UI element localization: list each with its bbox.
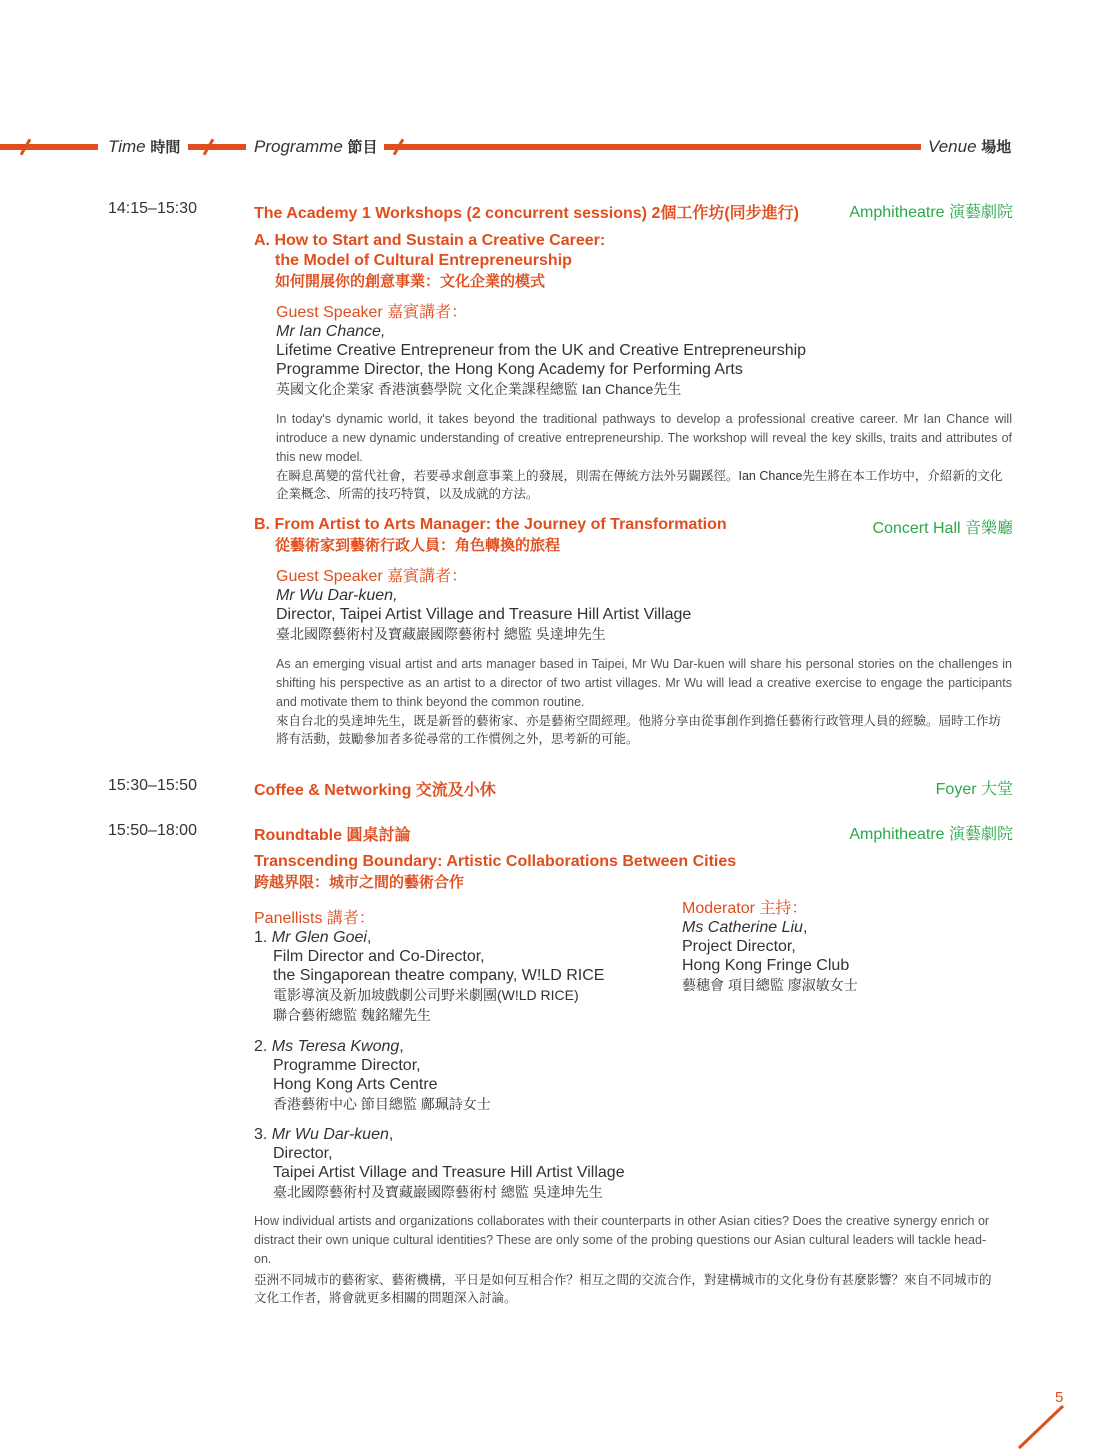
panellist-1-zh-1: 電影導演及新加坡戲劇公司野米劇團(W!LD RICE) (273, 987, 579, 1003)
header-rule-segment-3 (384, 144, 921, 150)
roundtable-topic (254, 852, 954, 893)
panellist-1-name: Mr Glen Goei (271, 929, 367, 946)
page-corner-slash (1015, 1400, 1065, 1450)
header-rule-segment-2 (188, 144, 246, 150)
roundtable-desc-zh: 亞洲不同城市的藝術家、藝術機構，平日是如何互相合作？相互之間的交流合作，對建構城市的文化身份有甚麼影響？來自不同城市的文化工作者，將會就更多相關的問題深入討論。 (254, 1273, 992, 1305)
workshop-b-title-1: B. From Artist to Arts Manager: the Journey of Transformation (254, 516, 727, 533)
workshops-title: The Academy 1 Workshops (2 concurrent sessions) 2個工作坊(同步進行) (254, 205, 800, 222)
page-number: 5 (1055, 1389, 1064, 1406)
panellist-3-comma: , (388, 1126, 394, 1143)
panellist-2 (254, 1037, 674, 1114)
workshop-a-speaker-name: Mr Ian Chance, (276, 323, 386, 340)
workshop-b-speaker-label: Guest Speaker 嘉賓講者： (276, 568, 468, 585)
panellist-2-num: 2. (254, 1038, 268, 1055)
workshop-b-desc-en: As an emerging visual artist and arts manager based in Taipei, Mr Wu Dar-kuen will share his personal stories on the challenges in shifting his perspective as an artist to a director of two artist villages. Mr Wu will lead a creative exercise to engage the participants and motivate them to think beyond the common routine. (276, 657, 1012, 709)
workshops-time: 14:15–15:30 (108, 200, 197, 217)
workshop-b (254, 515, 854, 556)
moderator-line-2: Hong Kong Fringe Club (682, 957, 850, 974)
header-time-en: Time (108, 137, 146, 156)
header-venue (928, 136, 1011, 157)
moderator-line-1: Project Director, (682, 938, 796, 955)
panellist-3 (254, 1125, 694, 1202)
moderator (682, 899, 1012, 995)
panellists-label: Panellists 講者： (254, 910, 375, 927)
header-time-zh: 時間 (150, 139, 181, 156)
moderator-comma: , (802, 919, 808, 936)
roundtable-topic-en: Transcending Boundary: Artistic Collaborations Between Cities (254, 853, 737, 870)
header-programme-en: Programme (254, 137, 343, 156)
panellist-2-line-2: Hong Kong Arts Centre (273, 1076, 438, 1093)
workshop-b-role-1: Director, Taipei Artist Village and Treasure Hill Artist Village (276, 606, 692, 623)
panellist-2-line-1: Programme Director, (273, 1057, 421, 1074)
panellist-3-line-2: Taipei Artist Village and Treasure Hill Artist Village (273, 1164, 625, 1181)
header-programme (254, 136, 378, 157)
moderator-name: Ms Catherine Liu (682, 919, 803, 936)
workshop-a-speaker-label: Guest Speaker 嘉賓講者： (276, 304, 468, 321)
panellist-3-num: 3. (254, 1126, 268, 1143)
moderator-label: Moderator 主持： (682, 900, 808, 917)
panellist-2-comma: , (399, 1038, 404, 1055)
coffee-title: Coffee & Networking 交流及小休 (254, 782, 496, 799)
header-programme-zh: 節目 (347, 139, 378, 156)
roundtable-topic-zh: 跨越界限：城市之間的藝術合作 (254, 874, 465, 891)
header-rule-segment-1 (0, 144, 98, 150)
workshop-a-role-zh: 英國文化企業家 香港演藝學院 文化企業課程總監 Ian Chance先生 (276, 381, 682, 397)
workshop-a (254, 231, 1014, 292)
coffee-venue: Foyer 大堂 (935, 781, 1013, 798)
workshop-a-role-2: Programme Director, the Hong Kong Academy for Performing Arts (276, 361, 743, 378)
panellist-1-line-2: the Singaporean theatre company, W!LD RICE (273, 967, 605, 984)
workshop-a-title-2: the Model of Cultural Entrepreneurship (275, 252, 572, 269)
workshop-a-title-zh: 如何開展你的創意事業：文化企業的模式 (275, 273, 546, 290)
header-venue-zh: 場地 (981, 139, 1012, 156)
panellist-3-line-1: Director, (273, 1145, 333, 1162)
panellist-2-name: Ms Teresa Kwong (271, 1038, 400, 1055)
panellist-1 (254, 928, 674, 1025)
roundtable-time: 15:50–18:00 (108, 822, 197, 839)
workshop-b-speaker (276, 567, 1016, 644)
workshops-venue: Amphitheatre 演藝劇院 (849, 204, 1013, 221)
panellist-1-comma: , (366, 929, 372, 946)
coffee-time: 15:30–15:50 (108, 777, 197, 794)
header-venue-en: Venue (928, 137, 977, 156)
workshop-a-title-1: A. How to Start and Sustain a Creative Career: (254, 232, 606, 249)
header-time (108, 136, 180, 157)
moderator-zh-1: 藝穗會 項目總監 廖淑敏女士 (682, 977, 858, 993)
roundtable-title: Roundtable 圓桌討論 (254, 827, 411, 844)
panellist-2-zh-1: 香港藝術中心 節目總監 鄺珮詩女士 (273, 1096, 491, 1112)
workshop-b-desc-zh: 來自台北的吳達坤先生，既是新晉的藝術家、亦是藝術空間經理。他將分享由從事創作到擔任藝術行政管理人員的經驗。屆時工作坊將有活動，鼓勵參加者多從尋常的工作慣例之外，思考新的可能。 (276, 714, 1002, 746)
workshop-a-desc-zh: 在瞬息萬變的當代社會，若要尋求創意事業上的發展，則需在傳統方法外另闢蹊徑。Ian Chance先生將在本工作坊中，介紹新的文化企業概念、所需的技巧特質，以及成就的方法。 (276, 469, 1003, 501)
panellist-3-name: Mr Wu Dar-kuen (271, 1126, 389, 1143)
workshop-b-speaker-name: Mr Wu Dar-kuen, (276, 587, 398, 604)
workshop-a-role-1: Lifetime Creative Entrepreneur from the UK and Creative Entrepreneurship (276, 342, 807, 359)
panellist-1-num: 1. (254, 929, 268, 946)
workshop-a-speaker (276, 303, 1016, 399)
panellist-1-zh-2: 聯合藝術總監 魏銘耀先生 (273, 1007, 431, 1023)
workshop-b-venue: Concert Hall 音樂廳 (872, 520, 1013, 537)
workshop-b-title-zh: 從藝術家到藝術行政人員：角色轉換的旅程 (275, 537, 561, 554)
roundtable-desc-en: How individual artists and organizations collaborates with their counterparts in other Asian cities? Does the creative synergy enrich or distract their own unique cultural identities? These are only some of the probing questions our Asian cultural leaders will tackle head-on. (254, 1214, 990, 1266)
workshop-a-desc-en: In today's dynamic world, it takes beyond the traditional pathways to develop a professional creative career. Mr Ian Chance will introduce a new dynamic understanding of creative entrepreneurship. The workshop will reveal the key skills, traits and attributes of this new model. (276, 412, 1012, 464)
panellist-3-zh-1: 臺北國際藝術村及寶藏巖國際藝術村 總監 吳達坤先生 (273, 1184, 603, 1200)
workshop-b-role-zh: 臺北國際藝術村及寶藏巖國際藝術村 總監 吳達坤先生 (276, 626, 606, 642)
roundtable-venue: Amphitheatre 演藝劇院 (849, 826, 1013, 843)
panellist-1-line-1: Film Director and Co-Director, (273, 948, 485, 965)
